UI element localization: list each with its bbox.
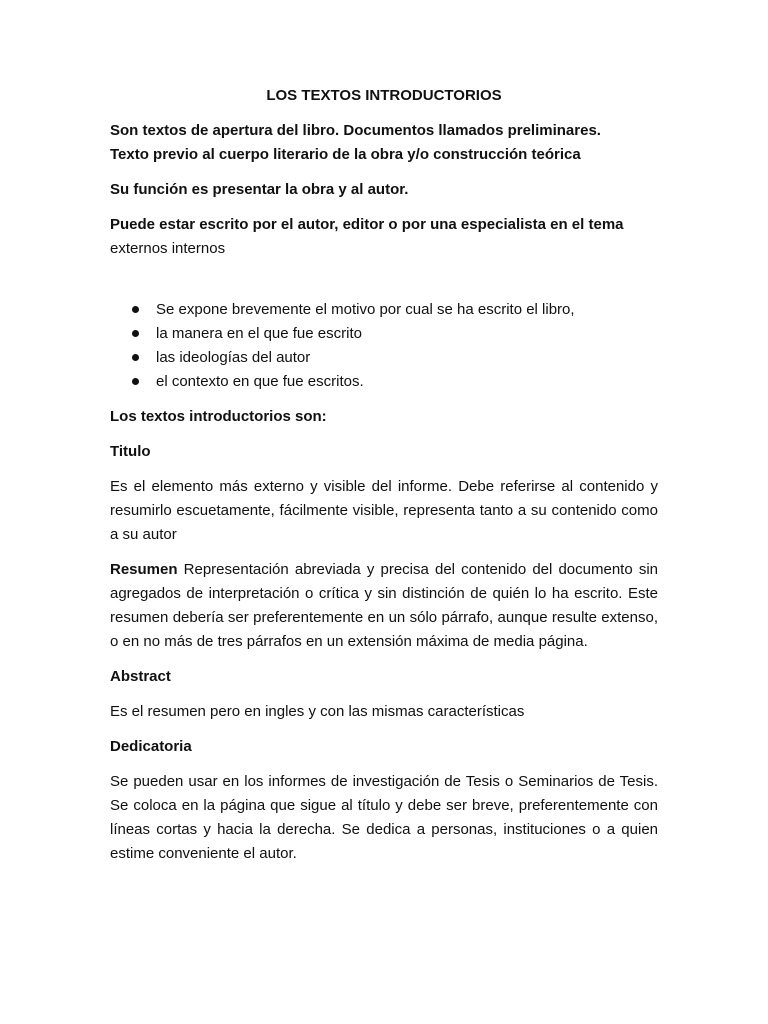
list-item (110, 346, 658, 370)
titulo-heading: Titulo (110, 443, 151, 460)
list-item-text: la manera en el que fue escrito (156, 325, 362, 342)
function-paragraph: Su función es presentar la obra y al autor. (110, 181, 409, 198)
list-item-text: las ideologías del autor (156, 349, 311, 366)
list-heading: Los textos introductorios son: (110, 408, 327, 425)
dedicatoria-body: Se pueden usar en los informes de investigación de Tesis o Seminarios de Tesis. Se coloca en la página que sigue al título y debe ser breve, preferentemente con líneas cortas y hacia la derecha. Se dedica a personas, instituciones o a quien estime conveniente el autor. (110, 773, 658, 862)
dedicatoria-heading: Dedicatoria (110, 738, 192, 755)
abstract-body: Es el resumen pero en ingles y con las mismas características (110, 703, 525, 720)
resumen-body: Representación abreviada y precisa del contenido del documento sin agregados de interpretación o crítica y sin distinción de quién lo ha escrito. Este resumen debería ser preferentemente en un sólo párrafo, aunque resulte extenso, o en no más de tres párrafos en un extensión máxima de media página. (110, 561, 658, 650)
bullet-icon (132, 378, 139, 385)
spacer (110, 261, 658, 298)
titulo-body: Es el elemento más externo y visible del informe. Debe referirse al contenido y resumirlo escuetamente, fácilmente visible, representa tanto a su contenido como a su autor (110, 478, 658, 543)
resumen-heading: Resumen (110, 561, 178, 578)
bullet-list (110, 298, 658, 394)
bullet-icon (132, 354, 139, 361)
list-item-text: el contexto en que fue escritos. (156, 373, 364, 390)
document-page (110, 84, 658, 877)
list-item (110, 322, 658, 346)
bullet-icon (132, 306, 139, 313)
list-item-text: Se expone brevemente el motivo por cual se ha escrito el libro, (156, 301, 575, 318)
list-item (110, 370, 658, 394)
resumen-paragraph (110, 558, 658, 654)
bullet-icon (132, 330, 139, 337)
intro-paragraph (110, 119, 658, 167)
intro-line-1: Son textos de apertura del libro. Documentos llamados preliminares. (110, 122, 601, 139)
intro-line-2: Texto previo al cuerpo literario de la obra y/o construcción teórica (110, 146, 581, 163)
author-paragraph (110, 213, 658, 261)
list-item (110, 298, 658, 322)
author-line: Puede estar escrito por el autor, editor o por una especialista en el tema (110, 216, 624, 233)
abstract-heading: Abstract (110, 668, 171, 685)
types-line: externos internos (110, 240, 226, 257)
document-title: LOS TEXTOS INTRODUCTORIOS (266, 87, 502, 104)
